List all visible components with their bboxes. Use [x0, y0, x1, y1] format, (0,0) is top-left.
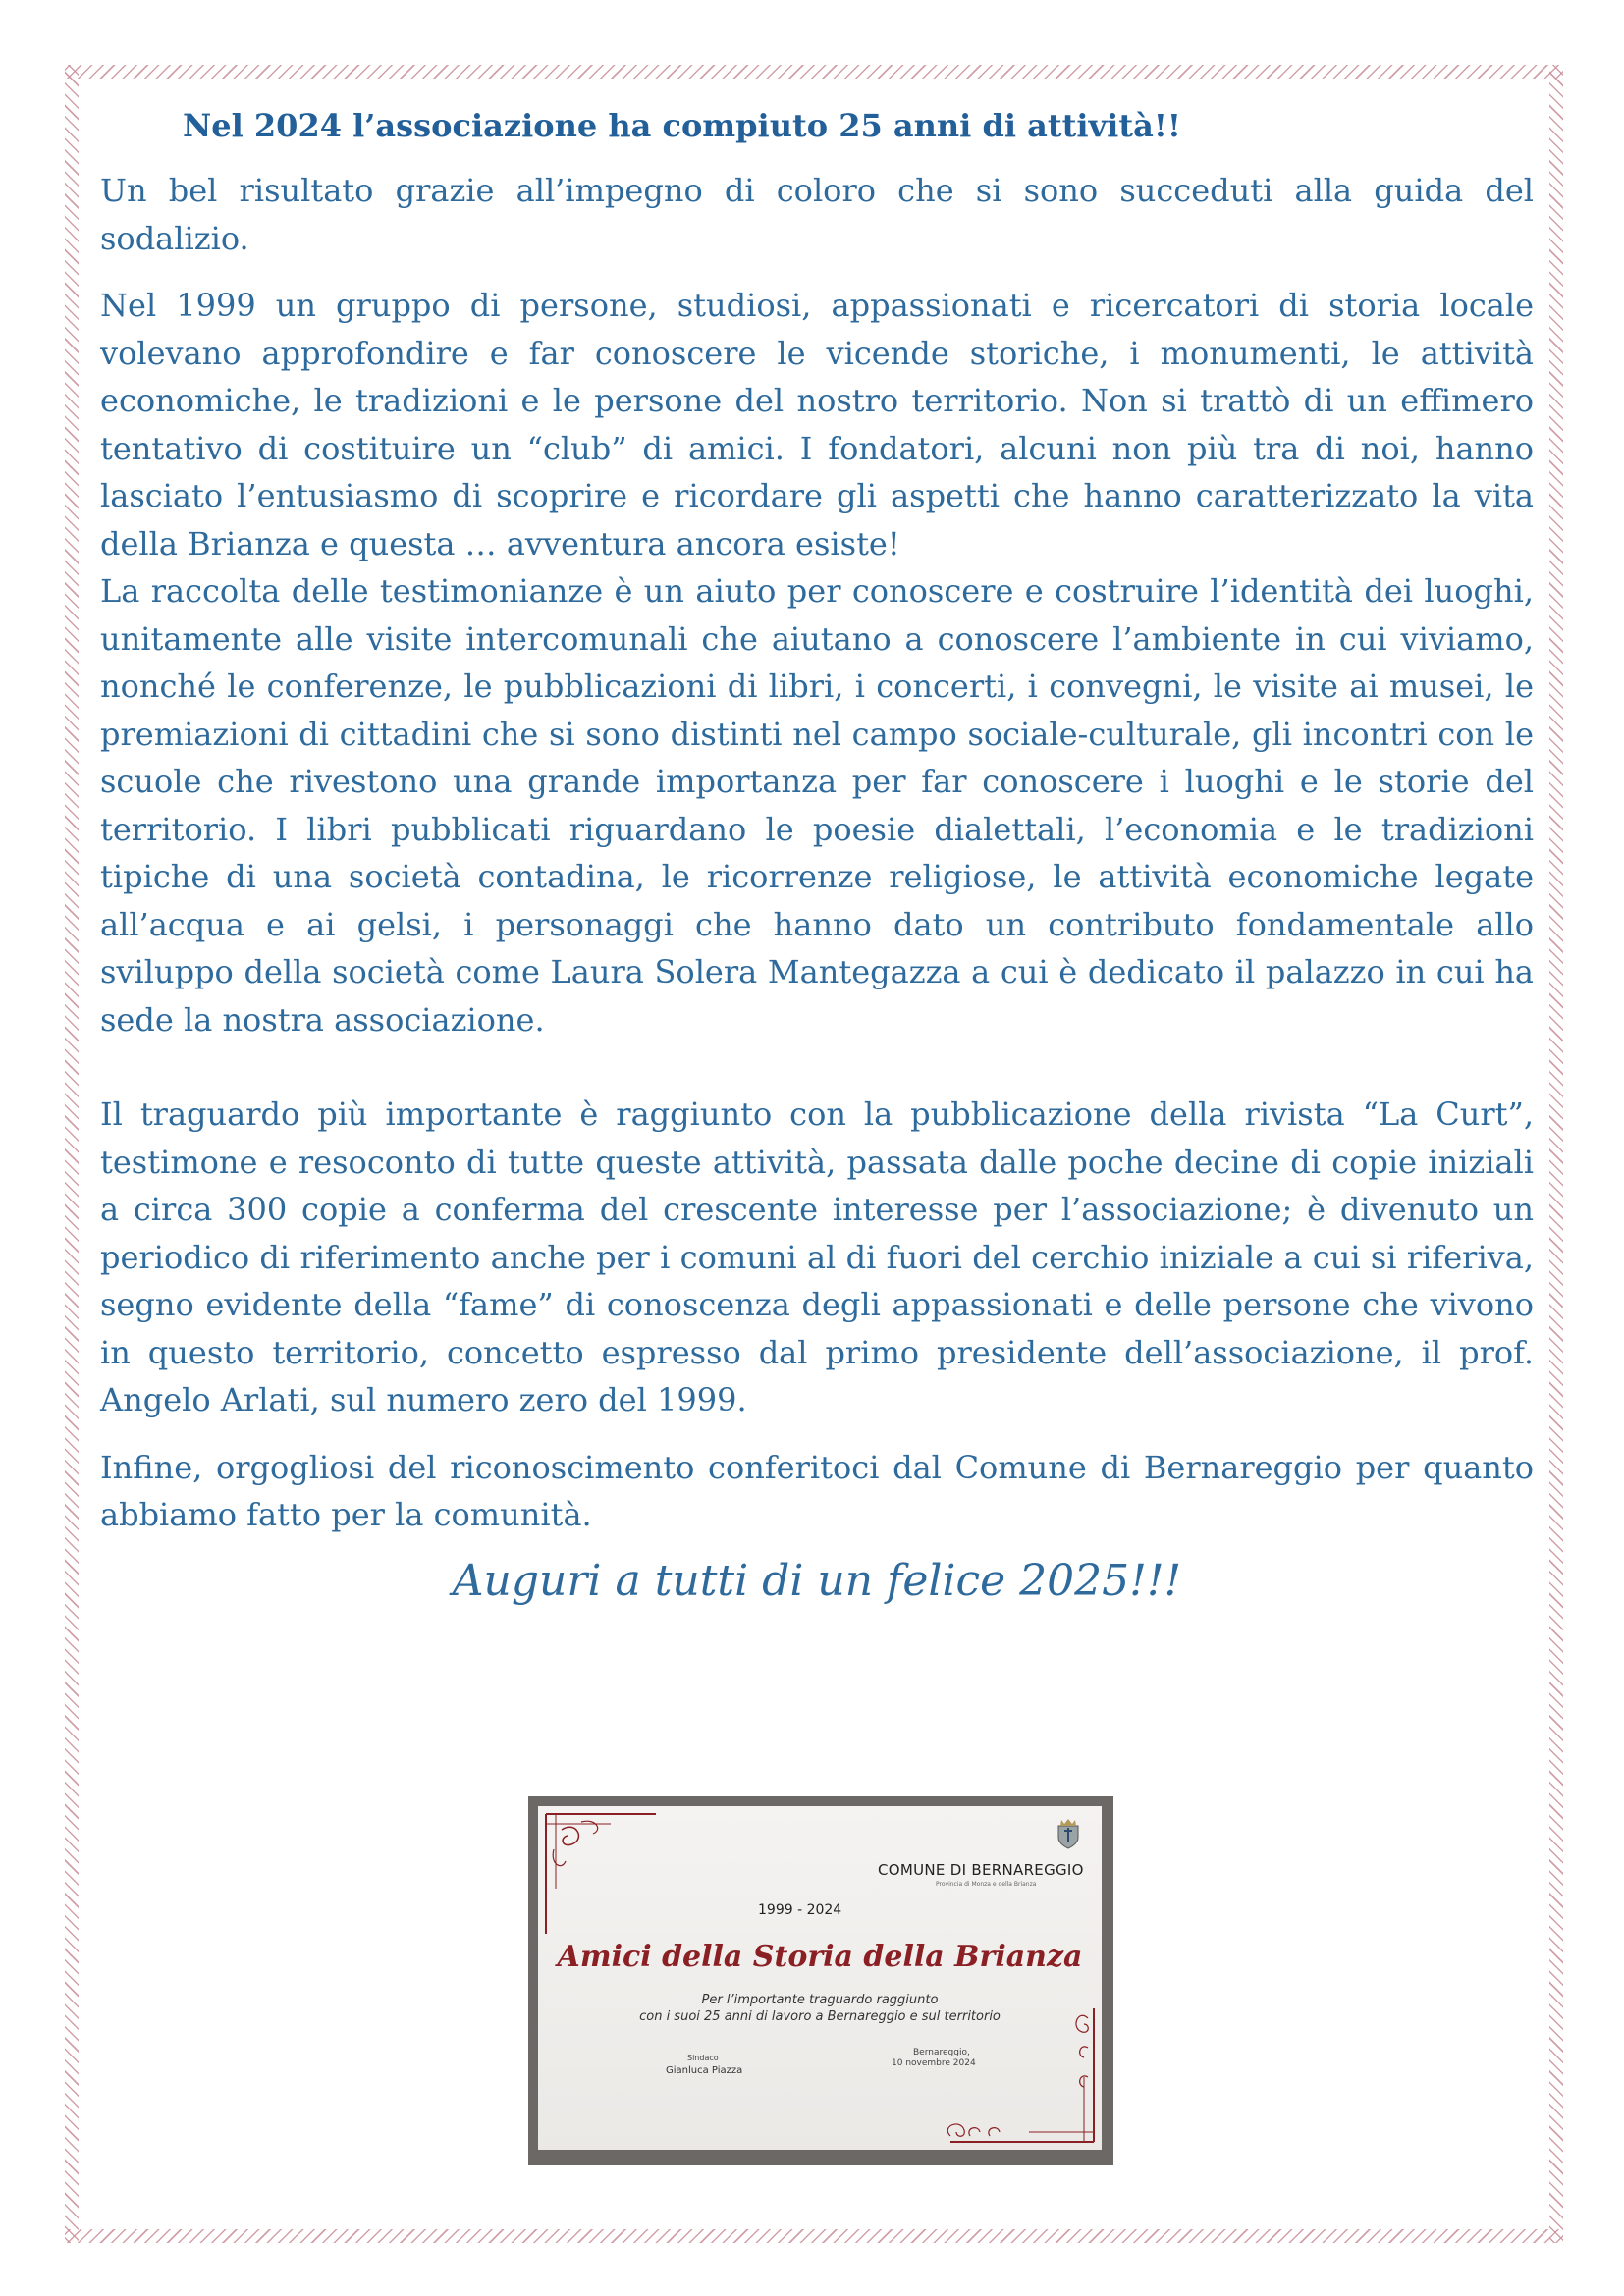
plaque-date: 10 novembre 2024 — [892, 2058, 976, 2068]
plaque-association-name: Amici della Storia della Brianza — [557, 1940, 1083, 1974]
decorative-border-right — [1549, 65, 1563, 2243]
plaque-years: 1999 - 2024 — [758, 1902, 842, 1918]
closing-wish: Auguri a tutti di un felice 2025!!! — [452, 1555, 1182, 1606]
decorative-border-left — [65, 65, 79, 2243]
coat-of-arms-icon — [1056, 1818, 1081, 1849]
plaque-subtitle-line-2: con i suoi 25 anni di lavoro a Bernareggio e sul territorio — [639, 2009, 1001, 2024]
paragraph-intro: Un bel risultato grazie all’impegno di coloro che si sono succeduti alla guida del sodalizio. — [100, 172, 1534, 257]
plaque-comune: COMUNE DI BERNAREGGIO — [878, 1861, 1084, 1879]
article — [100, 106, 1534, 1610]
ornament-corner-icon — [931, 1999, 1098, 2146]
plaque-mayor: Gianluca Piazza — [666, 2065, 743, 2076]
paragraph-activities: La raccolta delle testimonianze è un aiuto per conoscere e costruire l’identità dei luoghi, unitamente alle visite intercomunali che aiutano a conoscere l’ambiente in cui viviamo, nonché le conferenze, le pubblicazioni di libri, i concerti, i convegni, le visite ai musei, le premiazioni di cittadini che si sono distinti nel campo sociale-culturale, gli incontri con le scuole che rivestono una grande importanza per far conoscere i luoghi e le storie del territorio. I libri pubblicati riguardano le poesie dialettali, l’economia e le tradizioni tipiche di una società contadina, le ricorrenze religiose, le attività economiche legate all’acqua e ai gelsi, i personaggi che hanno dato un contributo fondamentale allo sviluppo della società come Laura Solera Mantegazza a cui è dedicato il palazzo in cui ha sede la nostra associazione. — [100, 572, 1534, 1039]
plaque-role: Sindaco — [687, 2054, 719, 2062]
decorative-border-bottom — [65, 2229, 1563, 2243]
ornament-corner-icon — [542, 1810, 660, 1938]
award-plaque — [538, 1806, 1102, 2150]
plaque-subtitle-line-1: Per l’importante traguardo raggiunto — [701, 1993, 939, 2007]
paragraph-magazine: Il traguardo più importante è raggiunto con la pubblicazione della rivista “La Curt”, testimone e resoconto di tutte queste attività, passata dalle poche decine di copie iniziali a circa 300 copie a conferma del crescente interesse per l’associazione; è divenuto un periodico di riferimento anche per i comuni al di fuori del cerchio iniziale a cui si riferiva, segno evidente della “fame” di conoscenza degli appassionati e delle persone che vivono in questo territorio, concetto espresso dal primo presidente dell’associazione, il prof. Angelo Arlati, sul numero zero del 1999. — [100, 1095, 1534, 1418]
plaque-place: Bernareggio, — [913, 2048, 970, 2057]
award-plaque-photo — [528, 1796, 1113, 2165]
decorative-border-top — [65, 65, 1563, 79]
paragraph-recognition: Infine, orgogliosi del riconoscimento conferitoci dal Comune di Bernareggio per quanto abbiamo fatto per la comunità. — [100, 1448, 1534, 1533]
plaque-province: Provincia di Monza e della Brianza — [936, 1881, 1037, 1888]
paragraph-history: Nel 1999 un gruppo di persone, studiosi, appassionati e ricercatori di storia locale volevano approfondire e far conoscere le vicende storiche, i monumenti, le attività economiche, le tradizioni e le persone del nostro territorio. Non si trattò di un effimero tentativo di costituire un “club” di amici. I fondatori, alcuni non più tra di noi, hanno lasciato l’entusiasmo di scoprire e ricordare gli aspetti che hanno caratterizzato la vita della Brianza e questa … avventura ancora esiste! — [100, 287, 1534, 562]
page-title: Nel 2024 l’associazione ha compiuto 25 anni di attività!! — [183, 107, 1181, 144]
